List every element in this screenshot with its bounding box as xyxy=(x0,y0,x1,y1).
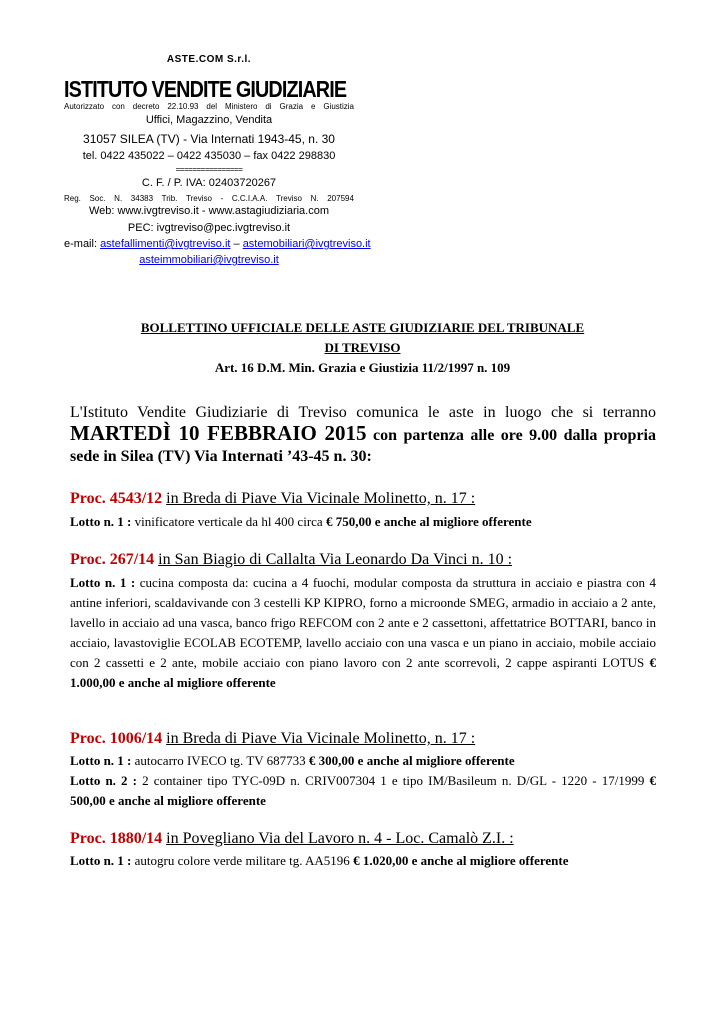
registry-word: C.C.I.A.A. xyxy=(231,194,268,203)
registry-word: Treviso xyxy=(276,194,302,203)
separator-line: ================ xyxy=(175,165,243,174)
institute-title: ISTITUTO VENDITE GIUDIZIARIE xyxy=(64,76,347,102)
authorization-word: 22.10.93 xyxy=(167,102,199,111)
lot-label: Lotto n. 1 : xyxy=(70,753,132,768)
email-label: e-mail: xyxy=(64,238,101,250)
bulletin-title: BOLLETTINO UFFICIALE DELLE ASTE GIUDIZIARIE DEL TRIBUNALE xyxy=(140,320,585,335)
procedure-number: Proc. 1006/14 xyxy=(70,730,163,747)
registry-word: Reg. xyxy=(64,194,81,203)
lot-description: 2 container tipo TYC-09D n. CRIV007304 1 e tipo IM/Basileum n. D/GL - 1220 - 17/1999 xyxy=(137,773,650,788)
lot-item xyxy=(70,751,656,771)
lot-description: autogru colore verde militare tg. AA5196 xyxy=(131,853,354,868)
registry-word: N. xyxy=(114,194,123,203)
lot-label: Lotto n. 1 : xyxy=(70,853,132,868)
lot-price: € 300,00 e anche al migliore offerente xyxy=(308,753,515,768)
offices-line: Uffici, Magazzino, Vendita xyxy=(145,114,273,126)
authorization-word: decreto xyxy=(132,102,160,111)
intro-details: con partenza alle ore 9.00 dalla propria sede in Silea (TV) Via Internati ’43-45 n. 30: xyxy=(70,427,657,465)
lot-label: Lotto n. 2 : xyxy=(70,773,138,788)
lot-item xyxy=(70,573,656,693)
registry-word: 34383 xyxy=(130,194,154,203)
company-name: ASTE.COM S.r.l. xyxy=(166,54,252,65)
procedure-location: in Povegliano Via del Lavoro n. 4 - Loc. Camalò Z.I. : xyxy=(166,830,514,847)
authorization-word: e xyxy=(310,102,316,111)
lot-item xyxy=(70,512,656,532)
intro-paragraph xyxy=(70,402,656,467)
email-link-fallimenti[interactable]: astefallimenti@ivgtreviso.it xyxy=(100,238,231,250)
registry-word: - xyxy=(220,194,224,203)
lot-price: € 1.020,00 e anche al migliore offerente xyxy=(353,853,569,868)
intro-text: L'Istituto Vendite Giudiziarie di Treviso comunica le aste in luogo che si terranno xyxy=(70,404,656,421)
authorization-word: Autorizzato xyxy=(64,102,105,111)
procedure-location: in San Biagio di Callalta Via Leonardo Da Vinci n. 10 : xyxy=(158,551,513,568)
auction-date: MARTEDÌ 10 FEBBRAIO 2015 xyxy=(70,421,367,445)
lot-item xyxy=(70,771,656,811)
procedure-heading xyxy=(70,730,475,748)
procedure-number: Proc. 267/14 xyxy=(70,551,155,568)
lot-price: € 500,00 e anche al migliore offerente xyxy=(70,773,656,808)
bulletin-subtitle: DI TREVISO xyxy=(324,340,401,355)
lot-description: cucina composta da: cucina a 4 fuochi, modular composta da struttura in acciaio e piastra con 4 antine inferiori, scaldavivande con 3 cestelli KP KIPRO, forno a microonde SMEG, armadio in acciaio a 2 ante, lavello in acciaio ad una vasca, banco frigo REFCOM con 2 ante e 2 cassettoni, affettatrice BOTTARI, banco in acciaio, lavastoviglie ECOLAB ECOTEMP, lavello acciaio con una vasca e un piano in acciaio, mobile acciaio con 2 cassetti e 2 ante, mobile acciaio con piano lavoro con 2 ante scorrevoli, 2 cappe aspiranti LOTUS xyxy=(70,575,656,670)
lot-label: Lotto n. 1 : xyxy=(70,575,136,590)
email-line xyxy=(64,238,371,250)
email-link-mobiliari[interactable]: astemobiliari@ivgtreviso.it xyxy=(242,238,371,250)
lot-description: autocarro IVECO tg. TV 687733 xyxy=(131,753,309,768)
registry-word: N. xyxy=(310,194,319,203)
authorization-word: Ministero xyxy=(224,102,258,111)
procedure-number: Proc. 4543/12 xyxy=(70,490,163,507)
procedure-heading xyxy=(70,830,514,848)
web-line: Web: www.ivgtreviso.it - www.astagiudiziaria.com xyxy=(88,205,330,217)
address-line: 31057 SILEA (TV) - Via Internati 1943-45, n. 30 xyxy=(83,132,335,146)
procedure-heading xyxy=(70,551,512,569)
lot-description: vinificatore verticale da hl 400 circa xyxy=(131,514,326,529)
registry-word: 207594 xyxy=(327,194,354,203)
lot-price: € 1.000,00 e anche al migliore offerente xyxy=(70,655,656,690)
registry-word: Soc. xyxy=(89,194,106,203)
authorization-word: Giustizia xyxy=(323,102,354,111)
registry-word: Trib. xyxy=(161,194,178,203)
authorization-word: del xyxy=(206,102,218,111)
procedure-heading xyxy=(70,490,475,508)
lot-item xyxy=(70,851,656,871)
tax-id-line: C. F. / P. IVA: 02403720267 xyxy=(141,177,277,189)
authorization-word: con xyxy=(111,102,125,111)
bulletin-reference: Art. 16 D.M. Min. Grazia e Giustizia 11/2/1997 n. 109 xyxy=(214,360,511,375)
authorization-word: di xyxy=(265,102,272,111)
authorization-line xyxy=(64,102,354,111)
procedure-location: in Breda di Piave Via Vicinale Molinetto, n. 17 : xyxy=(166,730,476,747)
lot-label: Lotto n. 1 : xyxy=(70,514,132,529)
lot-price: € 750,00 e anche al migliore offerente xyxy=(325,514,532,529)
registry-line xyxy=(64,194,354,203)
registry-word: Treviso xyxy=(186,194,212,203)
phone-line: tel. 0422 435022 – 0422 435030 – fax 0422 298830 xyxy=(82,150,336,162)
procedure-number: Proc. 1880/14 xyxy=(70,830,163,847)
procedure-location: in Breda di Piave Via Vicinale Molinetto, n. 17 : xyxy=(166,490,476,507)
pec-line: PEC: ivgtreviso@pec.ivgtreviso.it xyxy=(127,222,291,234)
email-line-2 xyxy=(64,254,354,266)
email-link-immobiliari[interactable]: asteimmobiliari@ivgtreviso.it xyxy=(139,254,279,266)
email-separator: – xyxy=(230,238,243,250)
authorization-word: Grazia xyxy=(279,102,304,111)
